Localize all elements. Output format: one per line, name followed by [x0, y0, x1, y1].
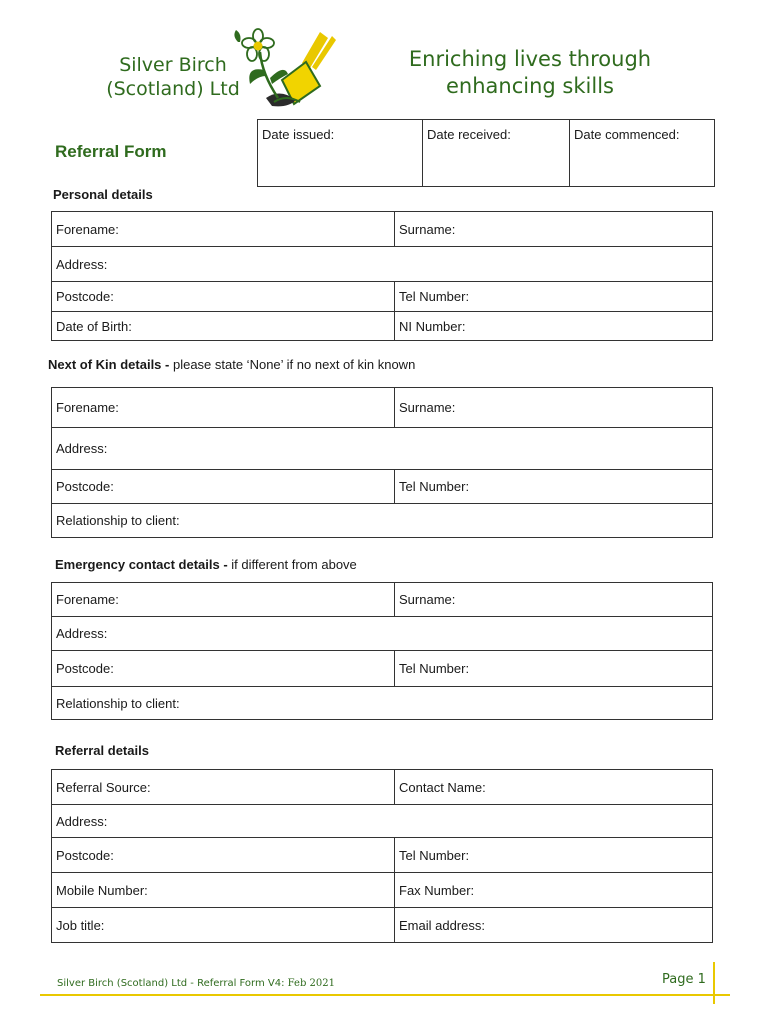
footer-document-label: Silver Birch (Scotland) Ltd - Referral Form V4: [57, 978, 288, 989]
kin-tel-field[interactable]: Tel Number: [395, 470, 713, 504]
footer-text [57, 978, 335, 989]
footer-divider [40, 994, 730, 996]
personal-surname-field[interactable]: Surname: [395, 212, 713, 247]
next-of-kin-note: please state ‘None’ if no next of kin known [169, 357, 416, 372]
referral-details-table [51, 769, 713, 943]
kin-forename-field[interactable]: Forename: [52, 388, 395, 428]
referral-fax-field[interactable]: Fax Number: [395, 873, 713, 908]
emergency-contact-table [51, 582, 713, 720]
kin-relationship-field[interactable]: Relationship to client: [52, 504, 713, 538]
referral-job-title-field[interactable]: Job title: [52, 908, 395, 943]
next-of-kin-heading-label: Next of Kin details - [48, 357, 170, 372]
kin-postcode-field[interactable]: Postcode: [52, 470, 395, 504]
date-received-field[interactable]: Date received: [423, 120, 570, 187]
emergency-note: if different from above [227, 557, 357, 572]
personal-tel-field[interactable]: Tel Number: [395, 282, 713, 312]
referral-contact-name-field[interactable]: Contact Name: [395, 770, 713, 805]
footer-page-divider [713, 962, 715, 1004]
emergency-address-field[interactable]: Address: [52, 617, 713, 651]
tagline-line1: Enriching lives through [408, 47, 652, 71]
organisation-name-line2: (Scotland) Ltd [106, 77, 240, 100]
tagline [392, 46, 668, 101]
footer-date: Feb 2021 [287, 978, 335, 989]
emergency-tel-field[interactable]: Tel Number: [395, 651, 713, 687]
next-of-kin-heading [48, 357, 415, 372]
referral-tel-field[interactable]: Tel Number: [395, 838, 713, 873]
referral-address-field[interactable]: Address: [52, 805, 713, 838]
personal-postcode-field[interactable]: Postcode: [52, 282, 395, 312]
emergency-heading-label: Emergency contact details - [55, 557, 228, 572]
next-of-kin-table [51, 387, 713, 538]
form-title: Referral Form [55, 142, 167, 161]
personal-ni-field[interactable]: NI Number: [395, 312, 713, 341]
referral-details-heading: Referral details [55, 743, 149, 758]
emergency-postcode-field[interactable]: Postcode: [52, 651, 395, 687]
personal-forename-field[interactable]: Forename: [52, 212, 395, 247]
personal-dob-field[interactable]: Date of Birth: [52, 312, 395, 341]
emergency-forename-field[interactable]: Forename: [52, 583, 395, 617]
date-commenced-field[interactable]: Date commenced: [570, 120, 715, 187]
personal-details-heading: Personal details [53, 187, 153, 202]
page-number: Page 1 [662, 972, 706, 987]
referral-email-field[interactable]: Email address: [395, 908, 713, 943]
tagline-line2: enhancing skills [446, 74, 614, 99]
kin-surname-field[interactable]: Surname: [395, 388, 713, 428]
emergency-contact-heading [55, 557, 357, 572]
referral-postcode-field[interactable]: Postcode: [52, 838, 395, 873]
personal-address-field[interactable]: Address: [52, 247, 713, 282]
personal-details-table [51, 211, 713, 341]
office-dates-table [257, 119, 715, 187]
emergency-surname-field[interactable]: Surname: [395, 583, 713, 617]
organisation-name-line1: Silver Birch [119, 54, 227, 76]
kin-address-field[interactable]: Address: [52, 428, 713, 470]
referral-source-field[interactable]: Referral Source: [52, 770, 395, 805]
referral-mobile-field[interactable]: Mobile Number: [52, 873, 395, 908]
emergency-relationship-field[interactable]: Relationship to client: [52, 687, 713, 720]
date-issued-field[interactable]: Date issued: [258, 120, 423, 187]
flower-spade-logo-icon [228, 28, 338, 116]
